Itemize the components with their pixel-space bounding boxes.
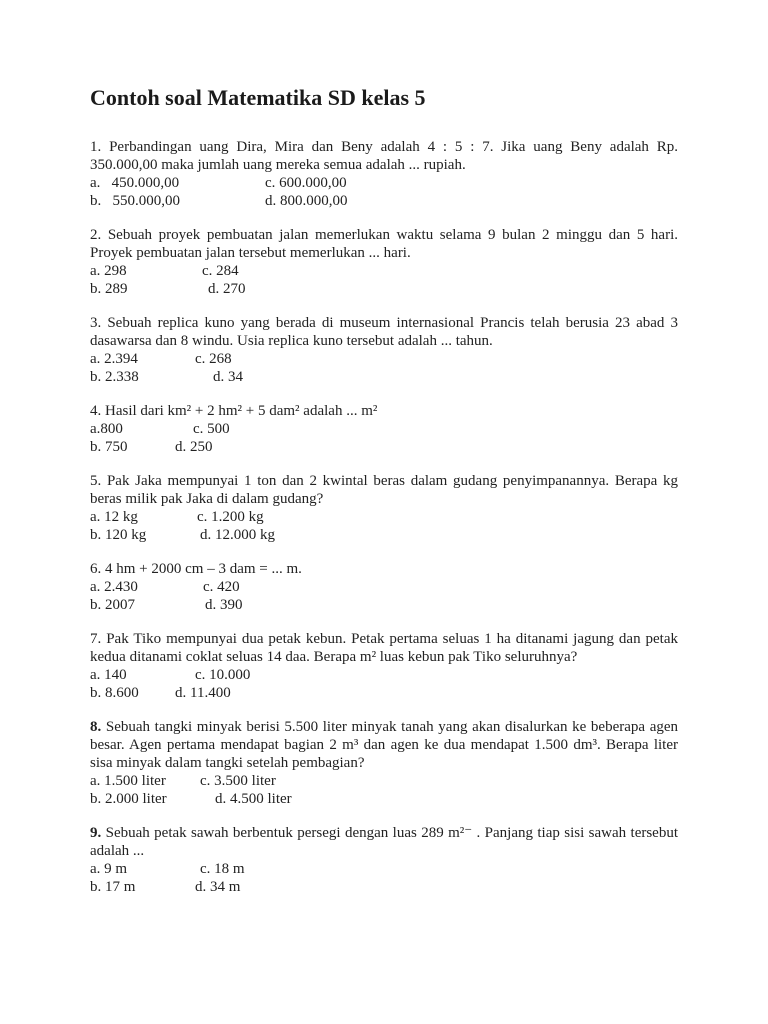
question-8 (90, 718, 678, 808)
question-body: Sebuah petak sawah berbentuk persegi dengan luas 289 m²⁻ . Panjang tiap sisi sawah tersebut adalah ... (90, 825, 679, 859)
option-c: c. 284 (202, 263, 239, 279)
option-c: c. 3.500 liter (200, 773, 276, 789)
question-number: 7. (90, 631, 102, 647)
question-text (90, 226, 678, 262)
option-b: b. 8.600 (90, 685, 139, 701)
option-c: c. 1.200 kg (197, 509, 264, 525)
question-number: 6. (90, 561, 102, 577)
option-c: c. 18 m (200, 861, 245, 877)
question-body: Sebuah proyek pembuatan jalan memerlukan waktu selama 9 bulan 2 minggu dan 5 hari. Proyek pembuatan jalan tersebut memerlukan ... hari. (90, 227, 678, 261)
option-b: b. 550.000,00 (90, 193, 180, 209)
option-b: b. 289 (90, 281, 128, 297)
question-3 (90, 314, 678, 386)
option-b: b. 2.000 liter (90, 791, 167, 807)
question-body: 4 hm + 2000 cm – 3 dam = ... m. (105, 561, 302, 577)
option-c: c. 500 (193, 421, 230, 437)
option-c: c. 268 (195, 351, 232, 367)
option-a: a. 1.500 liter (90, 773, 166, 789)
question-9 (90, 824, 678, 896)
question-body: Perbandingan uang Dira, Mira dan Beny adalah 4 : 5 : 7. Jika uang Beny adalah Rp. 350.000,00 maka jumlah uang mereka semua adalah ... rupiah. (90, 139, 679, 173)
question-number: 8. (90, 719, 102, 735)
option-b: b. 17 m (90, 879, 136, 895)
option-d: d. 390 (205, 597, 243, 613)
option-d: d. 250 (175, 439, 213, 455)
option-a: a. 9 m (90, 861, 128, 877)
question-text (90, 718, 678, 772)
question-text (90, 314, 678, 350)
question-number: 4. (90, 403, 102, 419)
option-row (90, 350, 678, 368)
option-row (90, 192, 678, 210)
option-d: d. 4.500 liter (215, 791, 292, 807)
option-a: a. 298 (90, 263, 127, 279)
option-row (90, 772, 678, 790)
question-body: Pak Jaka mempunyai 1 ton dan 2 kwintal beras dalam gudang penyimpanannya. Berapa kg beras milik pak Jaka di dalam gudang? (90, 473, 678, 507)
option-d: d. 12.000 kg (200, 527, 275, 543)
question-text (90, 402, 678, 420)
option-d: d. 34 m (195, 879, 241, 895)
option-row (90, 438, 678, 456)
option-a: a. 2.394 (90, 351, 138, 367)
question-1 (90, 138, 678, 210)
option-row (90, 174, 678, 192)
question-body: Pak Tiko mempunyai dua petak kebun. Petak pertama seluas 1 ha ditanami jagung dan petak kedua ditanami coklat seluas 14 daa. Berapa m² luas kebun pak Tiko seluruhnya? (90, 631, 679, 665)
option-row (90, 420, 678, 438)
option-b: b. 2007 (90, 597, 135, 613)
question-5 (90, 472, 678, 544)
question-text (90, 138, 678, 174)
option-a: a.800 (90, 421, 123, 437)
option-row (90, 262, 678, 280)
question-number: 5. (90, 473, 102, 489)
option-row (90, 860, 678, 878)
page-title: Contoh soal Matematika SD kelas 5 (90, 85, 426, 110)
question-text (90, 472, 678, 508)
question-2 (90, 226, 678, 298)
question-number: 1. (90, 139, 102, 155)
question-body: Hasil dari km² + 2 hm² + 5 dam² adalah ... m² (105, 403, 378, 419)
option-a: a. 140 (90, 667, 127, 683)
question-4 (90, 402, 678, 456)
question-6 (90, 560, 678, 614)
option-row (90, 280, 678, 298)
option-a: a. 2.430 (90, 579, 138, 595)
option-row (90, 666, 678, 684)
option-c: c. 600.000,00 (265, 175, 347, 191)
option-a: a. 450.000,00 (90, 175, 180, 191)
option-row (90, 790, 678, 808)
option-row (90, 508, 678, 526)
question-text (90, 560, 678, 578)
option-b: b. 120 kg (90, 527, 147, 543)
question-body: Sebuah tangki minyak berisi 5.500 liter minyak tanah yang akan disalurkan ke beberapa agen besar. Agen pertama mendapat bagian 2 m³ dan agen ke dua mendapat 1.500 dm³. Berapa liter sisa minyak dalam tangki setelah pembagian? (90, 719, 679, 771)
option-c: c. 420 (203, 579, 240, 595)
option-d: d. 270 (208, 281, 246, 297)
question-body: Sebuah replica kuno yang berada di museum internasional Prancis telah berusia 23 abad 3 dasawarsa dan 8 windu. Usia replica kuno tersebut adalah ... tahun. (90, 315, 679, 349)
option-a: a. 12 kg (90, 509, 138, 525)
option-row (90, 526, 678, 544)
option-b: b. 750 (90, 439, 128, 455)
option-d: d. 34 (213, 369, 243, 385)
option-row (90, 578, 678, 596)
option-row (90, 596, 678, 614)
option-row (90, 684, 678, 702)
option-row (90, 878, 678, 896)
question-7 (90, 630, 678, 702)
question-number: 3. (90, 315, 102, 331)
option-d: d. 11.400 (175, 685, 231, 701)
option-b: b. 2.338 (90, 369, 139, 385)
question-text (90, 824, 678, 860)
option-row (90, 368, 678, 386)
question-text (90, 630, 678, 666)
question-number: 9. (90, 825, 102, 841)
question-number: 2. (90, 227, 102, 243)
option-c: c. 10.000 (195, 667, 251, 683)
option-d: d. 800.000,00 (265, 193, 348, 209)
